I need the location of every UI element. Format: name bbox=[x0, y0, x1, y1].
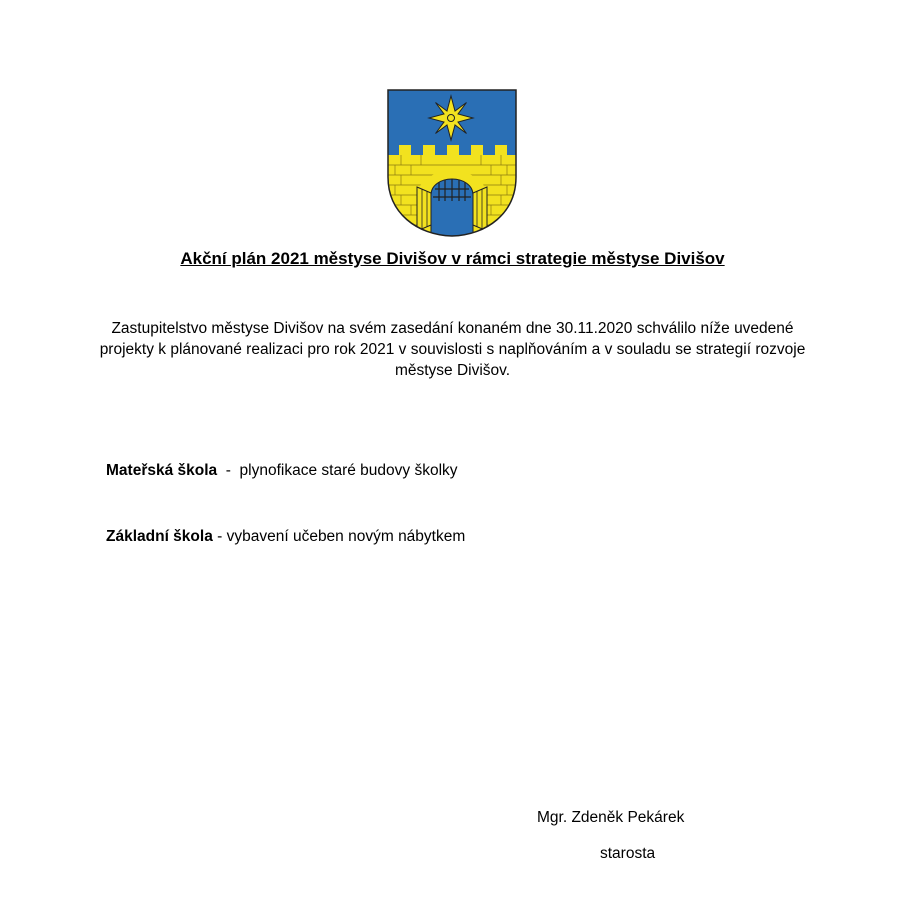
project-item-text: - plynofikace staré budovy školky bbox=[217, 462, 458, 479]
project-item-text: - vybavení učeben novým nábytkem bbox=[212, 528, 466, 545]
coat-of-arms-emblem bbox=[387, 89, 517, 237]
project-item-primary-school bbox=[106, 528, 465, 546]
signature-name: Mgr. Zdeněk Pekárek bbox=[537, 809, 685, 826]
intro-paragraph: Zastupitelstvo městyse Divišov na svém zasedání konaném dne 30.11.2020 schválilo níže uvedené projekty k plánované realizaci pro rok 2021 v souvislosti s naplňováním a v souladu se strategií rozvoje městyse Divišov. bbox=[99, 320, 806, 379]
project-item-label: Mateřská škola bbox=[106, 462, 218, 479]
project-item-label: Základní škola bbox=[106, 528, 213, 545]
document-title: Akční plán 2021 městyse Divišov v rámci strategie městyse Divišov bbox=[180, 249, 725, 268]
project-item-kindergarten bbox=[106, 462, 458, 480]
signature-role: starosta bbox=[600, 845, 656, 862]
